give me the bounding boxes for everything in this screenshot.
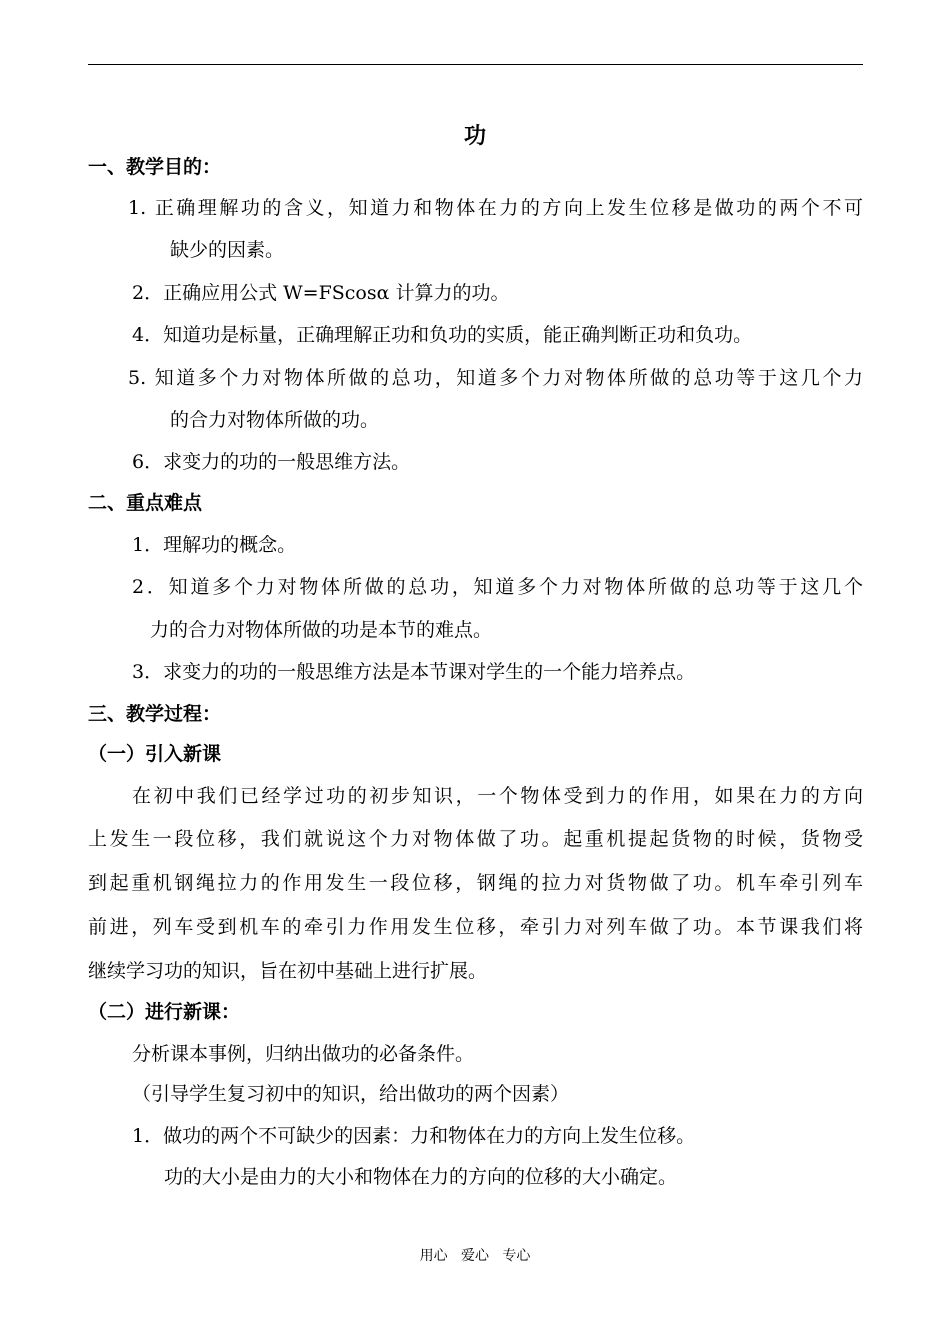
objective-item-1-line-1: 1. 正确理解功的含义，知道力和物体在力的方向上发生位移是做功的两个不可 [128, 197, 863, 219]
new-lesson-line-4: 功的大小是由力的大小和物体在力的方向的位移的大小确定。 [164, 1166, 678, 1188]
objective-item-4: 4．知道功是标量，正确理解正功和负功的实质，能正确判断正功和负功。 [132, 324, 753, 346]
intro-paragraph-line-5: 继续学习功的知识，旨在初中基础上进行扩展。 [88, 960, 488, 982]
objective-item-6: 6．求变力的功的一般思维方法。 [132, 451, 411, 473]
subsection-heading-new-lesson: （二）进行新课： [88, 1001, 241, 1023]
intro-paragraph-line-3: 到起重机钢绳拉力的作用发生一段位移，钢绳的拉力对货物做了功。机车牵引列车 [88, 872, 863, 894]
new-lesson-line-1: 分析课本事例，归纳出做功的必备条件。 [132, 1043, 475, 1065]
new-lesson-line-2: （引导学生复习初中的知识，给出做功的两个因素） [132, 1083, 570, 1105]
key-point-item-2-line-1: 2．知道多个力对物体所做的总功，知道多个力对物体所做的总功等于这几个 [132, 576, 863, 598]
section-heading-key-points: 二、重点难点 [88, 492, 203, 514]
objective-item-5-line-1: 5. 知道多个力对物体所做的总功，知道多个力对物体所做的总功等于这几个力 [128, 367, 863, 389]
key-point-item-1: 1．理解功的概念。 [132, 534, 297, 556]
objective-item-1-line-2: 缺少的因素。 [170, 239, 285, 261]
objective-item-2: 2．正确应用公式 W=FScosα 计算力的功。 [132, 282, 510, 304]
page-title: 功 [463, 124, 486, 149]
key-point-item-2-line-2: 力的合力对物体所做的功是本节的难点。 [150, 619, 493, 641]
intro-paragraph-line-4: 前进，列车受到机车的牵引力作用发生位移，牵引力对列车做了功。本节课我们将 [88, 916, 863, 938]
page-footer: 用心 爱心 专心 [419, 1248, 531, 1264]
section-heading-objectives: 一、教学目的： [88, 156, 222, 178]
intro-paragraph-line-2: 上发生一段位移，我们就说这个力对物体做了功。起重机提起货物的时候，货物受 [88, 828, 863, 850]
header-rule [88, 64, 863, 65]
section-heading-process: 三、教学过程： [88, 703, 222, 725]
new-lesson-line-3: 1．做功的两个不可缺少的因素：力和物体在力的方向上发生位移。 [132, 1125, 696, 1147]
subsection-heading-intro: （一）引入新课 [88, 743, 222, 765]
intro-paragraph-line-1: 在初中我们已经学过功的初步知识，一个物体受到力的作用，如果在力的方向 [132, 785, 863, 807]
objective-item-5-line-2: 的合力对物体所做的功。 [170, 409, 380, 431]
key-point-item-3: 3．求变力的功的一般思维方法是本节课对学生的一个能力培养点。 [132, 661, 696, 683]
